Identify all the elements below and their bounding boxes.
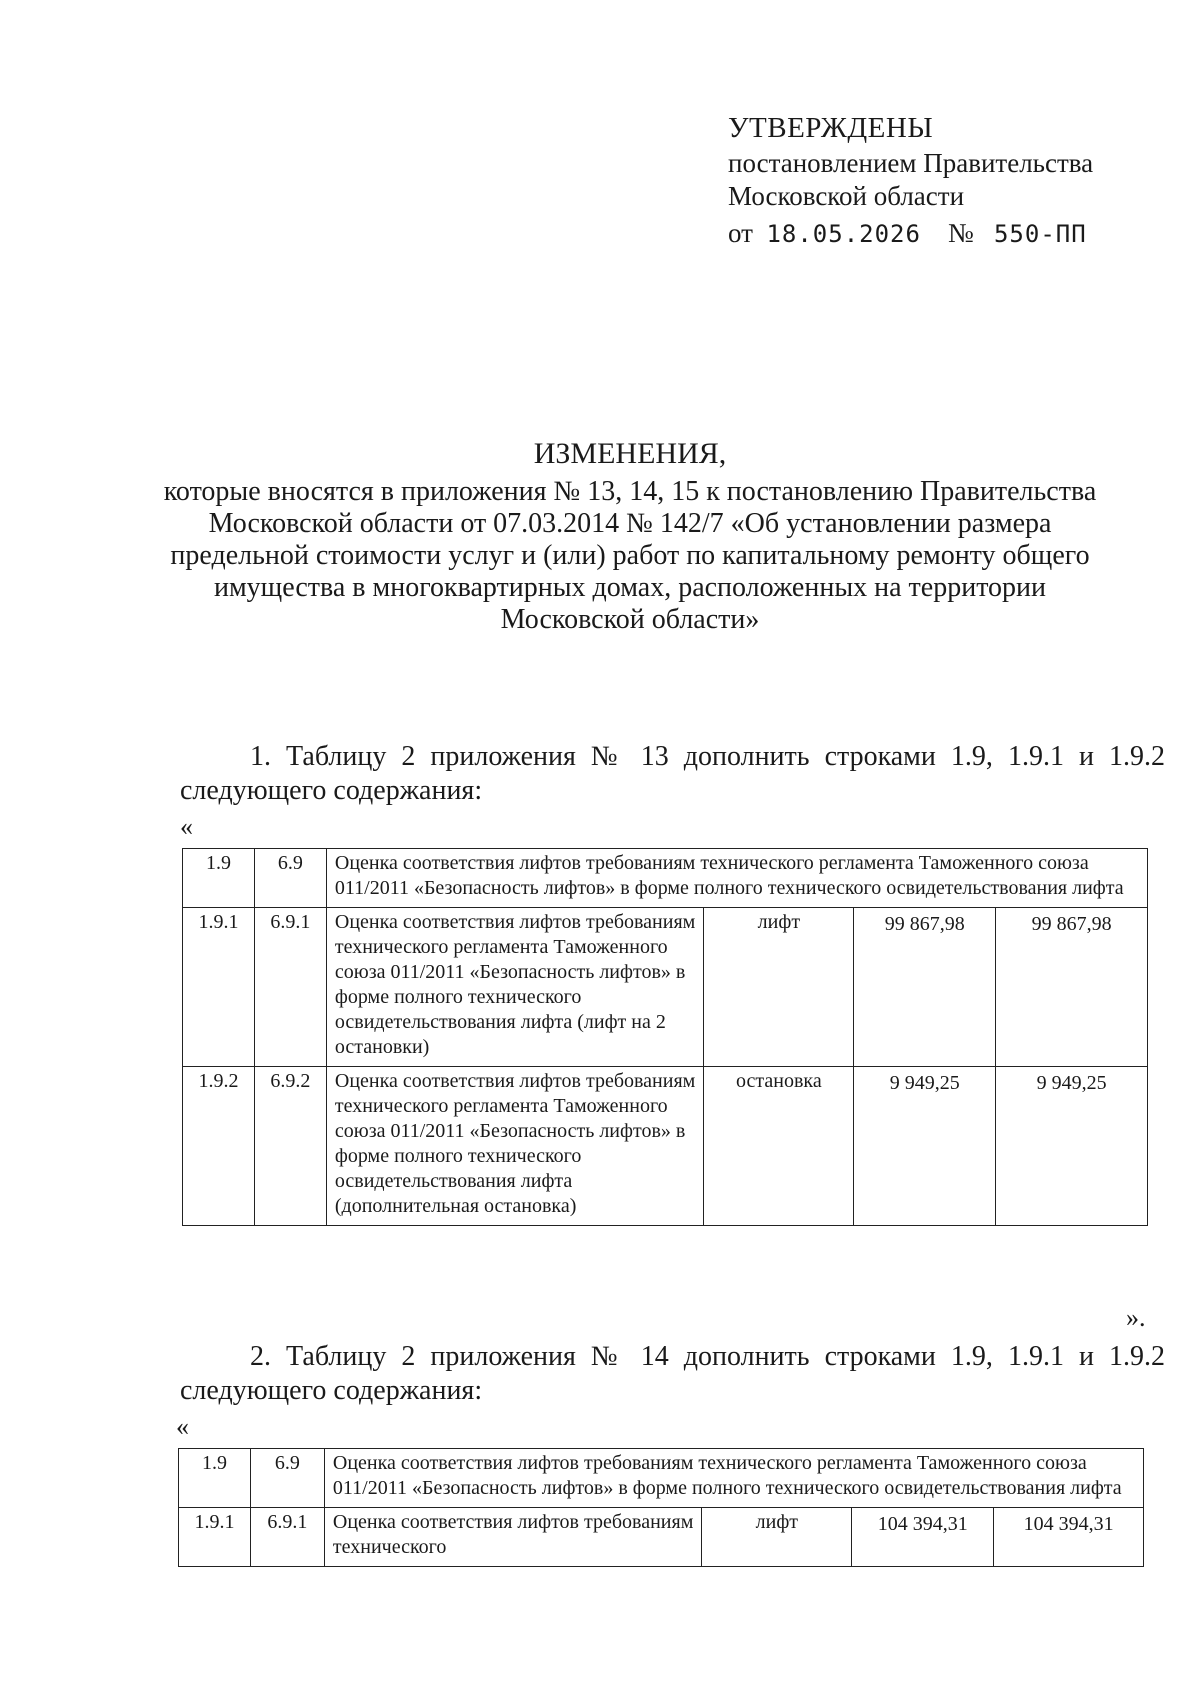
row-code: 6.9.1	[254, 908, 326, 1067]
section-2-open-quote: «	[176, 1412, 189, 1441]
approval-block	[728, 112, 1168, 251]
date-prefix: от	[728, 218, 753, 248]
row-code: 6.9.2	[254, 1067, 326, 1226]
approval-line-1: постановлением Правительства	[728, 148, 1094, 178]
table-row	[183, 1067, 1148, 1226]
row-number: 1.9.2	[183, 1067, 255, 1226]
approval-number: 550-ПП	[993, 220, 1087, 248]
row-description: Оценка соответствия лифтов требованиям технического регламента Таможенного союза 011/2011 «Безопасность лифтов» в форме полного технического освидетельствования лифта	[324, 1449, 1143, 1508]
row-price-1: 99 867,98	[854, 908, 996, 1067]
table-row	[179, 1449, 1144, 1508]
row-price-2: 99 867,98	[996, 908, 1148, 1067]
row-unit: лифт	[702, 1508, 852, 1567]
row-price-1: 104 394,31	[852, 1508, 994, 1567]
row-description: Оценка соответствия лифтов требованиям технического регламента Таможенного союза 011/2011 «Безопасность лифтов» в форме полного технического освидетельствования лифта (дополнительная остановка)	[326, 1067, 704, 1226]
row-code: 6.9	[254, 849, 326, 908]
row-number: 1.9	[183, 849, 255, 908]
row-price-1: 9 949,25	[854, 1067, 996, 1226]
row-description: Оценка соответствия лифтов требованиям технического регламента Таможенного союза 011/2011 «Безопасность лифтов» в форме полного технического освидетельствования лифта (лифт на 2 остановки)	[326, 908, 704, 1067]
heading-line-3: предельной стоимости услуг и (или) работ по капитальному ремонту общего	[170, 540, 1090, 571]
heading-line-2: Московской области от 07.03.2014 № 142/7 «Об установлении размера	[208, 508, 1052, 539]
table-section-2	[178, 1448, 1144, 1567]
heading-line-1: которые вносятся в приложения № 13, 14, 15 к постановлению Правительства	[163, 476, 1097, 507]
row-number: 1.9.1	[183, 908, 255, 1067]
row-description: Оценка соответствия лифтов требованиям технического регламента Таможенного союза 011/2011 «Безопасность лифтов» в форме полного технического освидетельствования лифта	[326, 849, 1147, 908]
section-1-text: 1. Таблицу 2 приложения № 13 дополнить строками 1.9, 1.9.1 и 1.9.2 следующего содержания:	[180, 741, 1165, 806]
table-section-1	[182, 848, 1148, 1226]
table-row	[183, 908, 1148, 1067]
section-1-close-quote: ».	[1126, 1303, 1146, 1332]
section-2-text: 2. Таблицу 2 приложения № 14 дополнить строками 1.9, 1.9.1 и 1.9.2 следующего содержания:	[180, 1341, 1165, 1406]
row-code: 6.9.1	[250, 1508, 324, 1567]
table-row	[183, 849, 1148, 908]
changes-heading	[160, 438, 1100, 636]
row-description: Оценка соответствия лифтов требованиям технического	[324, 1508, 702, 1567]
row-price-2: 104 394,31	[994, 1508, 1144, 1567]
row-unit: лифт	[704, 908, 854, 1067]
section-2-paragraph	[180, 1340, 1165, 1408]
row-number: 1.9.1	[179, 1508, 251, 1567]
row-code: 6.9	[250, 1449, 324, 1508]
heading-line-4: имущества в многоквартирных домах, расположенных на территории	[213, 572, 1047, 603]
approval-line-2: Московской области	[728, 181, 965, 211]
section-1-open-quote: «	[180, 812, 193, 841]
heading-title: ИЗМЕНЕНИЯ,	[533, 437, 727, 470]
heading-line-5: Московской области»	[500, 604, 760, 635]
approval-date-line	[728, 217, 1168, 251]
row-price-2: 9 949,25	[996, 1067, 1148, 1226]
table-row	[179, 1508, 1144, 1567]
section-1-paragraph	[180, 740, 1165, 808]
row-number: 1.9	[179, 1449, 251, 1508]
approval-title: УТВЕРЖДЕНЫ	[728, 112, 934, 144]
number-sign: №	[947, 218, 974, 248]
row-unit: остановка	[704, 1067, 854, 1226]
approval-date: 18.05.2026	[766, 220, 921, 248]
